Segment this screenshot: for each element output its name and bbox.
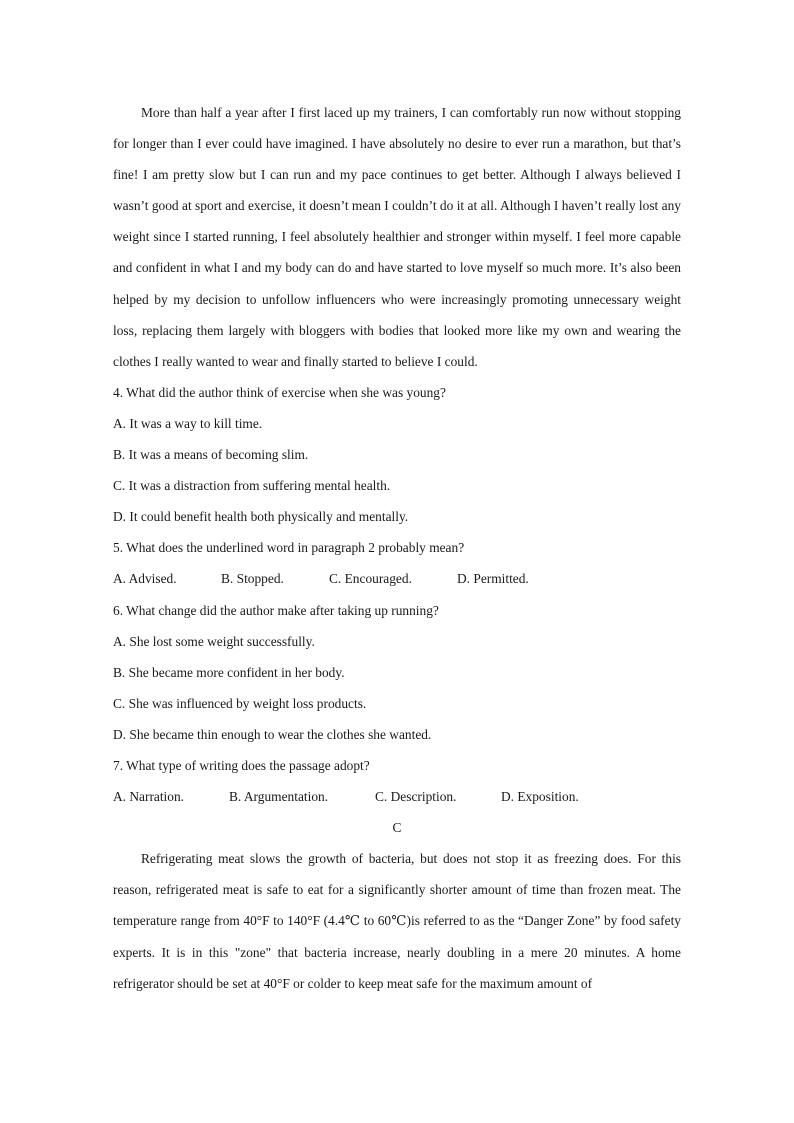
question-5-option-a: A. Advised. [113,571,177,587]
question-4-option-b: B. It was a means of becoming slim. [113,447,309,463]
section-c-heading: C [392,820,402,836]
question-5-stem: 5. What does the underlined word in paragraph 2 probably mean? [113,540,465,556]
question-7-stem: 7. What type of writing does the passage adopt? [113,757,370,773]
question-6-option-d: D. She became thin enough to wear the clothes she wanted. [113,726,432,742]
question-4-option-a: A. It was a way to kill time. [113,415,263,431]
question-6-option-a: A. She lost some weight successfully. [113,633,315,649]
exam-page [113,97,681,999]
question-4-option-d: D. It could benefit health both physically and mentally. [113,509,409,525]
question-7-options [113,781,681,812]
question-5-option-c: C. Encouraged. [329,571,412,587]
passage-c-first-paragraph: Refrigerating meat slows the growth of bacteria, but does not stop it as freezing does. For this reason, refrigerated meat is safe to eat for a significantly shorter amount of time than frozen meat. The temperature range from 40°F to 140°F (4.4℃ to 60℃)is referred to as the “Danger Zone” by food safety experts. It is in this "zone" that bacteria increase, nearly doubling in a mere 20 minutes. A home refrigerator should be set at 40°F or colder to keep meat safe for the maximum amount of [113,851,681,991]
question-7-option-a: A. Narration. [113,789,185,805]
question-6-option-b: B. She became more confident in her body. [113,664,345,680]
question-5-option-d: D. Permitted. [457,571,529,587]
question-6-stem: 6. What change did the author make after taking up running? [113,602,439,618]
question-5-option-b: B. Stopped. [221,571,284,587]
question-5-options [113,563,681,594]
question-4-option-c: C. It was a distraction from suffering mental health. [113,478,391,494]
question-4-stem: 4. What did the author think of exercise when she was young? [113,384,446,400]
passage-b-final-paragraph: More than half a year after I first laced up my trainers, I can comfortably run now without stopping for longer than I ever could have imagined. I have absolutely no desire to ever run a marathon, but that’s fine! I am pretty slow but I can run and my pace continues to get better. Although I always believed I wasn’t good at sport and exercise, it doesn’t mean I couldn’t do it at all. Although I haven’t really lost any weight since I started running, I feel absolutely healthier and stronger within myself. I feel more capable and confident in what I and my body can do and have started to love myself so much more. It’s also been helped by my decision to unfollow influencers who were increasingly promoting unnecessary weight loss, replacing them largely with bloggers with bodies that looked more like my own and wearing the clothes I really wanted to wear and finally started to believe I could. [113,105,681,369]
question-6-option-c: C. She was influenced by weight loss products. [113,695,367,711]
question-7-option-c: C. Description. [375,789,457,805]
question-7-option-b: B. Argumentation. [229,789,329,805]
question-7-option-d: D. Exposition. [501,789,579,805]
